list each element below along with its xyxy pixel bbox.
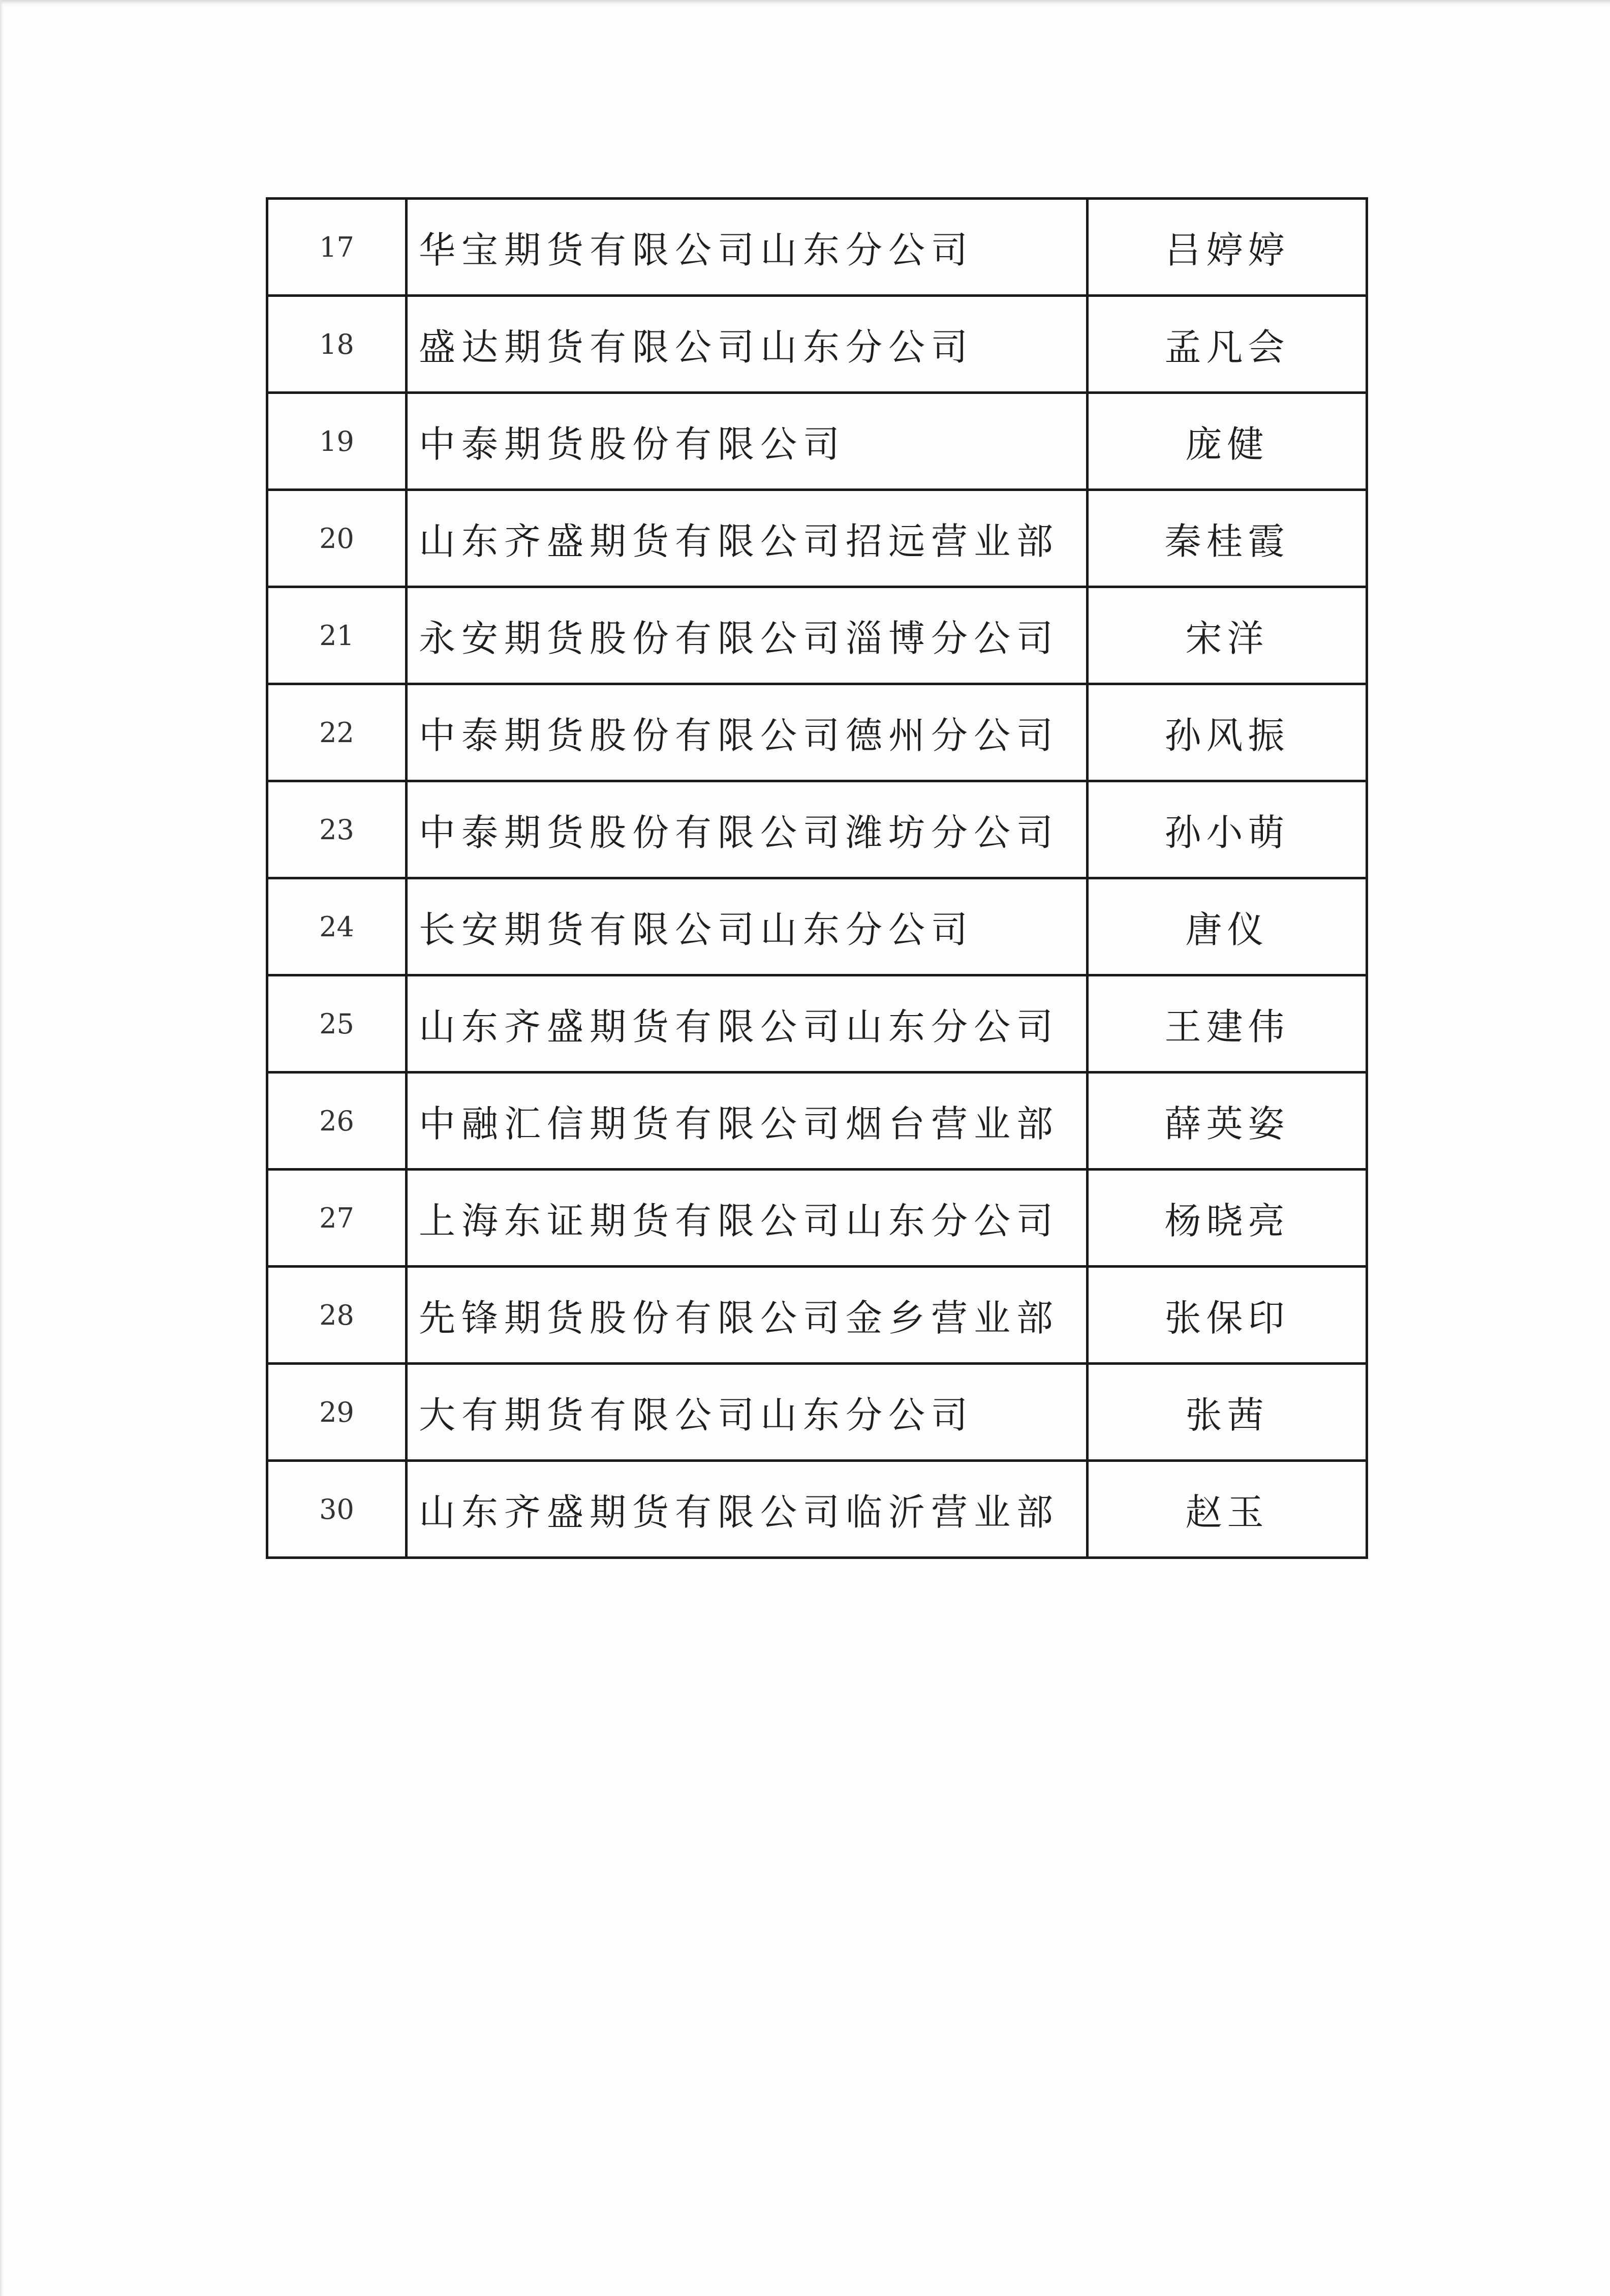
roster-table <box>266 197 1368 1559</box>
company-name: 上海东证期货有限公司山东分公司 <box>407 1170 1088 1267</box>
person-name: 吕婷婷 <box>1088 199 1367 296</box>
table-row <box>267 684 1367 781</box>
person-name: 孙风振 <box>1088 684 1367 781</box>
table-row <box>267 781 1367 878</box>
row-index: 28 <box>267 1267 407 1364</box>
person-name: 杨晓亮 <box>1088 1170 1367 1267</box>
table-row <box>267 199 1367 296</box>
row-index: 18 <box>267 296 407 393</box>
company-name: 中泰期货股份有限公司潍坊分公司 <box>407 781 1088 878</box>
person-name: 庞健 <box>1088 393 1367 490</box>
row-index: 30 <box>267 1461 407 1558</box>
company-name: 大有期货有限公司山东分公司 <box>407 1364 1088 1461</box>
row-index: 17 <box>267 199 407 296</box>
person-name: 张保印 <box>1088 1267 1367 1364</box>
company-name: 盛达期货有限公司山东分公司 <box>407 296 1088 393</box>
table-row <box>267 1267 1367 1364</box>
person-name: 宋洋 <box>1088 587 1367 684</box>
company-name: 长安期货有限公司山东分公司 <box>407 878 1088 975</box>
table-row <box>267 1461 1367 1558</box>
scan-edge-top <box>0 0 1610 5</box>
row-index: 27 <box>267 1170 407 1267</box>
person-name: 秦桂霞 <box>1088 490 1367 587</box>
scan-edge-left <box>0 0 3 2296</box>
company-name: 中泰期货股份有限公司 <box>407 393 1088 490</box>
table-row <box>267 296 1367 393</box>
table-row <box>267 587 1367 684</box>
company-name: 华宝期货有限公司山东分公司 <box>407 199 1088 296</box>
row-index: 21 <box>267 587 407 684</box>
table-row <box>267 1170 1367 1267</box>
person-name: 孙小萌 <box>1088 781 1367 878</box>
company-name: 永安期货股份有限公司淄博分公司 <box>407 587 1088 684</box>
row-index: 22 <box>267 684 407 781</box>
row-index: 25 <box>267 975 407 1073</box>
person-name: 赵玉 <box>1088 1461 1367 1558</box>
company-name: 山东齐盛期货有限公司临沂营业部 <box>407 1461 1088 1558</box>
table-row <box>267 393 1367 490</box>
company-name: 先锋期货股份有限公司金乡营业部 <box>407 1267 1088 1364</box>
table-row <box>267 975 1367 1073</box>
company-name: 山东齐盛期货有限公司山东分公司 <box>407 975 1088 1073</box>
row-index: 23 <box>267 781 407 878</box>
company-name: 中融汇信期货有限公司烟台营业部 <box>407 1073 1088 1170</box>
row-index: 20 <box>267 490 407 587</box>
person-name: 唐仪 <box>1088 878 1367 975</box>
person-name: 张茜 <box>1088 1364 1367 1461</box>
row-index: 24 <box>267 878 407 975</box>
row-index: 29 <box>267 1364 407 1461</box>
person-name: 王建伟 <box>1088 975 1367 1073</box>
table-row <box>267 1364 1367 1461</box>
row-index: 19 <box>267 393 407 490</box>
person-name: 薛英姿 <box>1088 1073 1367 1170</box>
table-row <box>267 490 1367 587</box>
table-row <box>267 878 1367 975</box>
company-name: 中泰期货股份有限公司德州分公司 <box>407 684 1088 781</box>
row-index: 26 <box>267 1073 407 1170</box>
company-name: 山东齐盛期货有限公司招远营业部 <box>407 490 1088 587</box>
person-name: 孟凡会 <box>1088 296 1367 393</box>
table-row <box>267 1073 1367 1170</box>
roster-table-body <box>267 199 1367 1558</box>
